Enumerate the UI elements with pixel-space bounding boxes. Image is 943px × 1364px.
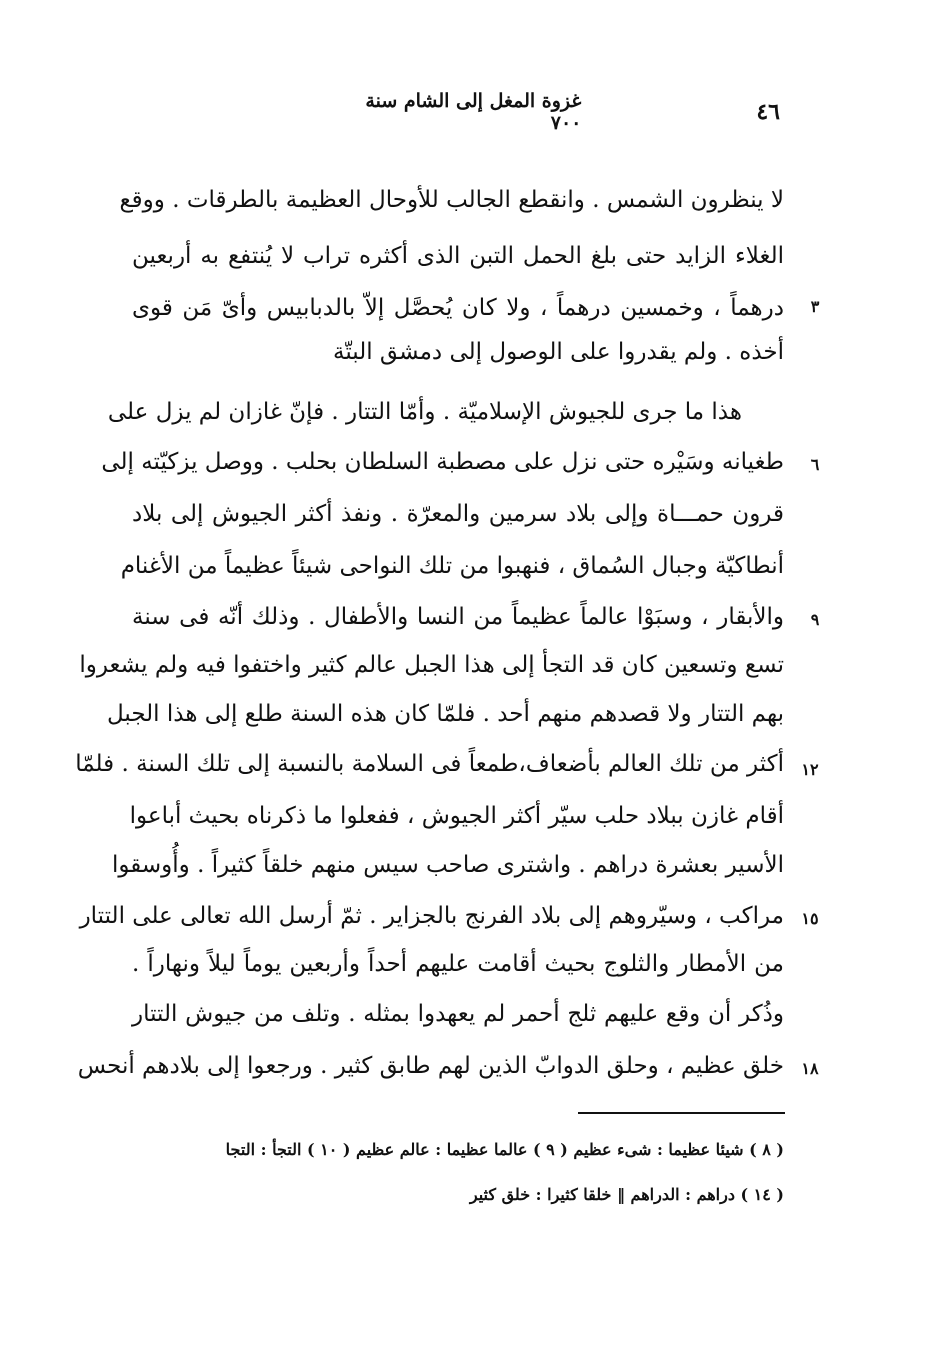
page-number: ٤٦ <box>756 99 780 125</box>
line-number: ٣ <box>810 297 820 316</box>
text-line: خلق عظيم ، وحلق الدوابّ الذين لهم طابق كثير . ورجعوا إلى بلادهم أنحس <box>77 1053 784 1079</box>
text-line: مراكب ، وسيّروهم إلى بلاد الفرنج بالجزاير . ثمّ أرسل الله تعالى على التتار <box>79 903 784 929</box>
text-line: طغيانه وسَيْره حتى نزل على مصطبة السلطان بحلب . ووصل يزكيّته إلى <box>101 449 784 475</box>
text-line: وذُكر أن وقع عليهم ثلج أحمر لم يعهدوا بمثله . وتلف من جيوش التتار <box>132 1001 784 1027</box>
text-line: بهم التتار ولا قصدهم منهم أحد . فلمّا كان هذه السنة طلع إلى هذا الجبل <box>106 701 784 727</box>
footnote-line: ( ٨ ) شيئا عظيما : شىء عظيم ( ٩ ) عالما عظيما : عالم عظيم ( ١٠ ) التجأ : التجا <box>225 1140 784 1159</box>
text-line: درهماً ، وخمسين درهماً ، ولا كان يُحصَّل إلاّ بالدبابيس وأىّ مَن قوى <box>132 295 784 321</box>
line-number: ١٨ <box>801 1059 819 1078</box>
line-number: ٦ <box>810 455 820 474</box>
text-line: تسع وتسعين كان قد التجأ إلى هذا الجبل عالم كثير واختفوا فيه ولم يشعروا <box>79 652 784 678</box>
paragraph-first-line: هذا ما جرى للجيوش الإسلاميّة . وأمّا التتار . فإنّ غازان لم يزل على <box>107 399 742 425</box>
text-line: أقام غازن ببلاد حلب سيّر أكثر الجيوش ، ففعلوا ما ذكرناه بحيث أباعوا <box>129 803 784 829</box>
line-number: ٩ <box>810 610 820 629</box>
line-number: ١٥ <box>801 909 819 928</box>
text-line: والأبقار ، وسبَوْا عالماً عظيماً من النسا والأطفال . وذلك أنّه فى سنة <box>132 604 784 630</box>
text-line: الغلاء الزايد حتى بلغ الحمل التبن الذى أكثره تراب لا يُنتفع به أربعين <box>132 243 784 269</box>
text-line: أنطاكيّة وجبال السُماق ، فنهبوا من تلك النواحى شيئاً عظيماً من الأغنام <box>120 553 784 579</box>
text-line: الأسير بعشرة دراهم . واشترى صاحب سيس منهم خلقاً كثيراً . وأُوسقوا <box>112 852 784 878</box>
text-line: أكثر من تلك العالم بأضعاف،طمعاً فى السلامة بالنسبة إلى تلك السنة . فلمّا <box>75 751 784 777</box>
text-line: من الأمطار والثلوج بحيث أقامت عليهم أحداً وأربعين يوماً ليلاً ونهاراً . <box>132 951 784 977</box>
page-header <box>330 92 780 132</box>
text-line: قرون حمـــاة وإلى بلاد سرمين والمعرّة . ونفذ أكثر الجيوش إلى بلاد <box>132 501 784 527</box>
text-line: لا ينظرون الشمس . وانقطع الجالب للأوحال العظيمة بالطرقات . ووقع <box>119 187 784 213</box>
running-title: غزوة المغل إلى الشام سنة ٧٠٠ <box>365 90 582 134</box>
footnote-line: ( ١٤ ) دراهم : الدراهم ‖ خلقا كثيرا : خلق كثير <box>469 1185 784 1204</box>
footnote-divider <box>578 1112 785 1114</box>
line-number: ١٢ <box>801 760 819 779</box>
text-line: أخذه . ولم يقدروا على الوصول إلى دمشق البتّة <box>332 339 784 365</box>
